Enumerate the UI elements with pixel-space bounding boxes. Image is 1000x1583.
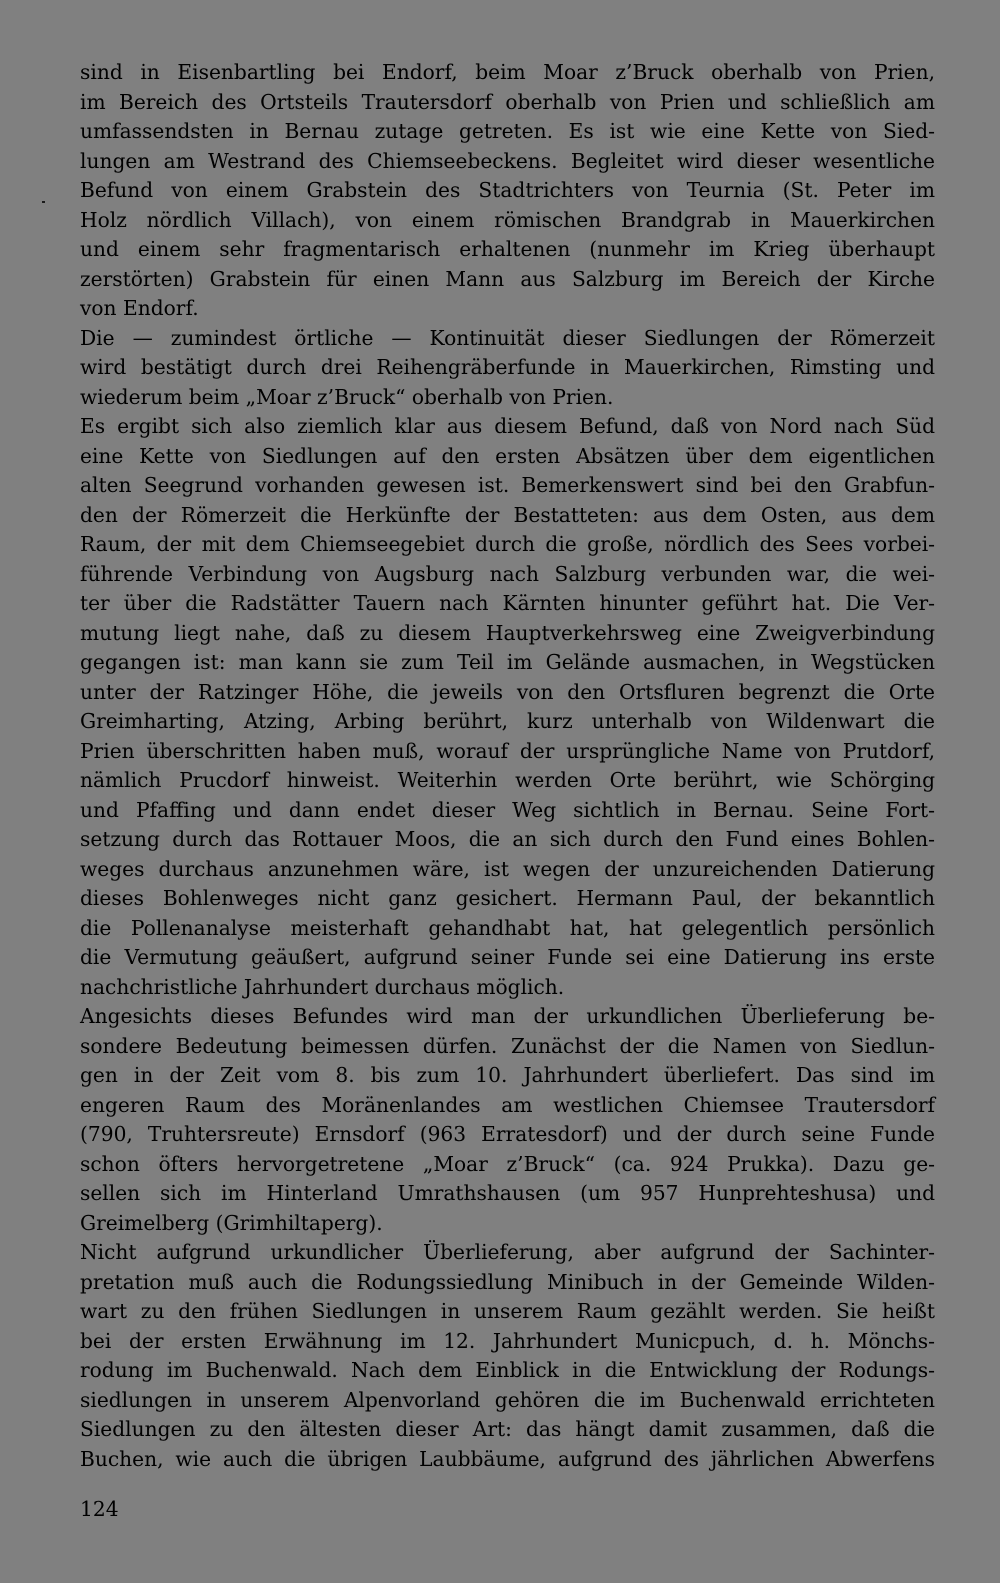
text-line: Holz nördlich Villach), von einem römischen Brandgrab in Mauerkirchen [80,207,935,232]
text-line: Die — zumindest örtliche — Kontinuität dieser Siedlungen der Römerzeit [80,325,935,350]
text-line: unter der Ratzinger Höhe, die jeweils von den Ortsfluren begrenzt die Orte [80,679,935,704]
text-line: Angesichts dieses Befundes wird man der urkundlichen Überlieferung be- [80,1004,935,1028]
text-line: Raum, der mit dem Chiemseegebiet durch die große, nördlich des Sees vorbei- [80,532,935,556]
text-line: lungen am Westrand des Chiemseebeckens. Begleitet wird dieser wesentliche [80,148,935,173]
text-line: engeren Raum des Moränenlandes am westlichen Chiemsee Trautersdorf [80,1092,935,1117]
text-line: wiederum beim „Moar z’Bruck“ oberhalb von Prien. [80,384,614,409]
text-line: Buchen, wie auch die übrigen Laubbäume, aufgrund des jährlichen Abwerfens [80,1446,935,1471]
text-line: Befund von einem Grabstein des Stadtrichters von Teurnia (St. Peter im [80,178,935,202]
text-line: Greimelberg (Grimhiltaperg). [80,1210,383,1235]
text-line: sondere Bedeutung beimessen dürfen. Zunächst der die Namen von Siedlun- [80,1033,935,1058]
text-line: (790, Truhtersreute) Ernsdorf (963 Erratesdorf) und der durch seine Funde [80,1122,935,1146]
text-line: setzung durch das Rottauer Moos, die an sich durch den Fund eines Bohlen- [80,827,935,851]
text-line: und einem sehr fragmentarisch erhaltenen (nunmehr im Krieg überhaupt [80,237,935,261]
text-line: umfassendsten in Bernau zutage getreten. Es ist wie eine Kette von Sied- [80,119,935,143]
text-line: nämlich Prucdorf hinweist. Weiterhin werden Orte berührt, wie Schörging [80,768,935,792]
text-line: Greimharting, Atzing, Arbing berührt, kurz unterhalb von Wildenwart die [80,709,935,733]
text-line: von Endorf. [80,296,199,320]
text-line: Es ergibt sich also ziemlich klar aus diesem Befund, daß von Nord nach Süd [80,414,935,438]
text-line: pretation muß auch die Rodungssiedlung Minibuch in der Gemeinde Wilden- [80,1269,935,1294]
text-line: nachchristliche Jahrhundert durchaus möglich. [80,974,565,999]
text-line: Siedlungen zu den ältesten dieser Art: das hängt damit zusammen, daß die [80,1417,935,1441]
text-line: und Pfaffing und dann endet dieser Weg sichtlich in Bernau. Seine Fort- [80,797,935,822]
text-line: sellen sich im Hinterland Umrathshausen (um 957 Hunprehteshusa) und [80,1181,935,1205]
text-line: die Pollenanalyse meisterhaft gehandhabt hat, hat gelegentlich persönlich [80,915,935,940]
text-line: gen in der Zeit vom 8. bis zum 10. Jahrhundert überliefert. Das sind im [80,1063,935,1087]
text-line: zerstörten) Grabstein für einen Mann aus Salzburg im Bereich der Kirche [80,266,935,291]
text-line: wird bestätigt durch drei Reihengräberfunde in Mauerkirchen, Rimsting und [80,355,935,379]
text-line: mutung liegt nahe, daß zu diesem Hauptverkehrsweg eine Zweigverbindung [80,620,935,645]
text-line: gegangen ist: man kann sie zum Teil im Gelände ausmachen, in Wegstücken [80,650,935,674]
text-line: weges durchaus anzunehmen wäre, ist wegen der unzureichenden Datierung [80,856,935,881]
text-line: im Bereich des Ortsteils Trautersdorf oberhalb von Prien und schließlich am [80,89,935,114]
body-text [80,58,935,1474]
text-line: ter über die Radstätter Tauern nach Kärnten hinunter geführt hat. Die Ver- [80,591,935,615]
margin-mark [42,201,45,203]
text-line: führende Verbindung von Augsburg nach Salzburg verbunden war, die wei- [80,561,935,586]
text-line: die Vermutung geäußert, aufgrund seiner Funde sei eine Datierung ins erste [80,945,935,969]
text-line: siedlungen in unserem Alpenvorland gehören die im Buchenwald errichteten [80,1387,935,1412]
text-line: wart zu den frühen Siedlungen in unserem Raum gezählt werden. Sie heißt [80,1299,935,1323]
text-line: den der Römerzeit die Herkünfte der Bestatteten: aus dem Osten, aus dem [80,502,935,527]
text-line: Nicht aufgrund urkundlicher Überlieferung, aber aufgrund der Sachinter- [80,1240,935,1264]
text-line: schon öfters hervorgetretene „Moar z’Bruck“ (ca. 924 Prukka). Dazu ge- [80,1151,935,1176]
text-line: eine Kette von Siedlungen auf den ersten Absätzen über dem eigentlichen [80,443,935,468]
text-line: alten Seegrund vorhanden gewesen ist. Bemerkenswert sind bei den Grabfun- [80,473,935,497]
text-line: sind in Eisenbartling bei Endorf, beim Moar z’Bruck oberhalb von Prien, [80,60,935,84]
page-number: 124 [80,1497,119,1521]
text-line: rodung im Buchenwald. Nach dem Einblick in die Entwicklung der Rodungs- [80,1358,935,1382]
text-line: Prien überschritten haben muß, worauf der ursprüngliche Name von Prutdorf, [80,738,935,763]
text-line: bei der ersten Erwähnung im 12. Jahrhundert Municpuch, d. h. Mönchs- [80,1328,935,1353]
text-line: dieses Bohlenweges nicht ganz gesichert. Hermann Paul, der bekanntlich [80,886,935,910]
